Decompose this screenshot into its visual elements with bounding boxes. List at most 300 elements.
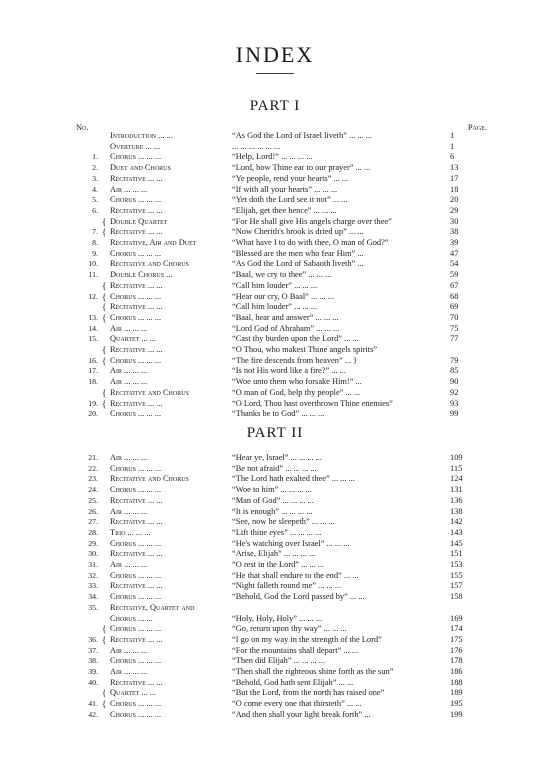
entry-number: 26.: [88, 506, 98, 516]
entry-type: Recitative ... ...: [110, 495, 163, 505]
entry-brace: [102, 560, 110, 571]
entry-type: Chorus ... ... ...: [110, 248, 162, 258]
entry-text: “Elijah, get thee hence” ... ... ...: [232, 205, 337, 215]
part-two-heading: PART II: [246, 425, 304, 441]
entry-text: “O come every one that thirsteth” ... ...: [232, 699, 362, 709]
index-row: [76, 646, 488, 657]
entry-page: 90: [450, 377, 459, 387]
entry-page: 195: [450, 699, 463, 709]
entry-type: Introduction ... ...: [110, 131, 173, 140]
entry-number: 1.: [92, 152, 98, 162]
entry-brace: [102, 324, 110, 335]
entry-brace: [102, 485, 110, 496]
entry-text: “Help, Lord!” ... ... ... ...: [232, 152, 313, 162]
entry-page: 47: [450, 248, 459, 258]
entry-number: 21.: [88, 453, 98, 462]
entry-type: Recitative ... ...: [110, 581, 163, 591]
entry-number: 18.: [88, 377, 98, 387]
entry-page: 155: [450, 570, 463, 580]
entry-number: [76, 302, 102, 313]
index-row: [76, 152, 488, 163]
entry-page: 124: [450, 474, 463, 484]
index-row: [76, 560, 488, 571]
entry-brace: {: [102, 398, 107, 409]
entry-page: 99: [450, 409, 459, 419]
column-header-number: No.: [76, 122, 89, 132]
entry-page: 59: [450, 270, 459, 280]
entry-number: 9.: [92, 248, 98, 258]
entry-type: Air ... ... ...: [110, 453, 148, 462]
entry-page: 174: [450, 624, 463, 634]
entry-type: Recitative ... ...: [110, 398, 163, 408]
entry-text: “But the Lord, from the north has raised one”: [232, 688, 385, 698]
entry-type: Chorus ... ... ...: [110, 656, 162, 666]
entry-number: 15.: [88, 334, 98, 344]
entry-text: “Baal, hear and answer” ... ... ...: [232, 312, 339, 322]
entry-brace: [102, 334, 110, 345]
entry-brace: [102, 614, 110, 625]
index-row: [76, 453, 488, 464]
entry-number: 34.: [88, 592, 98, 602]
entry-page: 199: [450, 709, 463, 719]
index-row: [76, 302, 488, 313]
entry-type: Recitative, Quartet and: [110, 602, 195, 612]
entry-type: Chorus ... ... ...: [110, 409, 162, 419]
index-row: [76, 270, 488, 281]
entry-type: Recitative ... ...: [110, 345, 163, 355]
entry-brace: [102, 238, 110, 249]
index-row: [76, 496, 488, 507]
index-row: [76, 678, 488, 689]
entry-text: “Woe unto them who forsake Him!” ...: [232, 377, 362, 387]
entry-text: “O man of God, help thy people” ... ...: [232, 387, 361, 397]
entry-page: 142: [450, 517, 463, 527]
entry-page: 189: [450, 688, 463, 698]
index-row: [76, 464, 488, 475]
entry-text: “And then shall your light break forth” ...: [232, 709, 371, 719]
entry-text: “Cast thy burden upon the Lord” ... ...: [232, 334, 359, 344]
entry-brace: [102, 603, 110, 614]
entry-type: Recitative ... ...: [110, 280, 163, 290]
entry-text: “O Thou, who makest Thine angels spirits”: [232, 345, 378, 355]
entry-page: 176: [450, 645, 463, 655]
entry-number: 12.: [88, 291, 98, 301]
entry-text: “Hear ye, Israel” ... ... ... ...: [232, 453, 322, 462]
index-row: [76, 313, 488, 324]
entry-number: [76, 388, 102, 399]
index-row: [76, 571, 488, 582]
entry-brace: [102, 464, 110, 475]
index-row: [76, 388, 488, 399]
entry-text: “Lift thine eyes” ... ... ... ...: [232, 527, 322, 537]
entry-number: 30.: [88, 549, 98, 559]
entry-brace: [102, 131, 110, 142]
entry-brace: [102, 528, 110, 539]
entry-number: 22.: [88, 463, 98, 473]
index-row: [76, 485, 488, 496]
entry-number: 36.: [88, 634, 98, 644]
entry-number: [76, 217, 102, 228]
entry-type: Chorus ... ... ...: [110, 152, 162, 162]
entry-brace: {: [102, 280, 107, 291]
entry-text: “For the mountains shall depart” ... ...: [232, 645, 359, 655]
entry-number: 8.: [92, 238, 98, 248]
entry-text: “He that shall endure to the end” ... ...: [232, 570, 359, 580]
entry-brace: [102, 646, 110, 657]
entry-type: Chorus ... ... ...: [110, 195, 162, 205]
entry-brace: [102, 496, 110, 507]
entry-page: 136: [450, 495, 463, 505]
entry-brace: {: [102, 227, 107, 238]
entry-type: Air ... ... ...: [110, 560, 148, 570]
entry-text: “It is enough” ... ... ... ...: [232, 506, 313, 516]
entry-page: 6: [450, 152, 455, 162]
index-row: [76, 377, 488, 388]
entry-type: Recitative ... ...: [110, 517, 163, 527]
index-row: [76, 635, 488, 646]
index-row: [76, 334, 488, 345]
index-row: [76, 507, 488, 518]
entry-brace: [102, 206, 110, 217]
index-row: [76, 185, 488, 196]
entry-brace: {: [102, 216, 107, 227]
entry-number: [76, 688, 102, 699]
entry-page: 17: [450, 173, 459, 183]
entry-brace: {: [102, 688, 107, 699]
index-row: [76, 667, 488, 678]
entry-text: “Arise, Elijah” ... ... ... ...: [232, 549, 316, 559]
entry-page: 54: [450, 259, 459, 269]
entry-brace: {: [102, 302, 107, 313]
entry-brace: [102, 517, 110, 528]
entry-number: 6.: [92, 205, 98, 215]
entry-text: “What have I to do with thee, O man of God?”: [232, 238, 389, 248]
entry-type: Air ... ... ...: [110, 366, 148, 376]
entry-type: Recitative ... ...: [110, 634, 163, 644]
entry-text: “Ye people, rend your hearts” ... ...: [232, 173, 349, 183]
entry-type: Air ... ... ...: [110, 323, 148, 333]
entry-number: 11.: [88, 270, 98, 280]
entry-text: “Thanks be to God” ... ... ...: [232, 409, 325, 419]
index-row: [76, 142, 488, 153]
entry-type: Chorus ... ... ...: [110, 592, 162, 602]
entry-type: Recitative ... ...: [110, 227, 163, 237]
entry-type: Recitative and Chorus: [110, 387, 189, 397]
entry-number: 5.: [92, 195, 98, 205]
entry-type: Chorus ... ... ...: [110, 709, 162, 719]
entry-number: 17.: [88, 366, 98, 376]
entry-page: 145: [450, 538, 463, 548]
entry-number: 42.: [88, 709, 98, 719]
entry-brace: {: [102, 699, 107, 710]
entry-brace: [102, 549, 110, 560]
entry-number: [76, 142, 102, 153]
entry-text: “Man of God” ... ... ... ...: [232, 495, 314, 505]
index-row: [76, 227, 488, 238]
entry-type: Air ... ... ...: [110, 667, 148, 677]
entry-number: 19.: [88, 398, 98, 408]
entry-number: 29.: [88, 538, 98, 548]
entry-type: Chorus ... ... ...: [110, 485, 162, 495]
entry-brace: {: [102, 355, 107, 366]
column-header-page: Page.: [467, 122, 487, 132]
entry-type: Duet and Chorus: [110, 163, 171, 173]
entry-brace: [102, 270, 110, 281]
entry-type: Air ... ... ...: [110, 506, 148, 516]
entry-text: “As God the Lord of Israel liveth” ... ... ...: [232, 131, 373, 140]
entry-page: 93: [450, 398, 459, 408]
entry-number: 3.: [92, 173, 98, 183]
entry-page: 68: [450, 291, 459, 301]
index-row: [76, 131, 488, 142]
part-two-table: [76, 453, 488, 721]
entry-number: 14.: [88, 323, 98, 333]
index-title: INDEX: [235, 42, 315, 67]
entry-brace: {: [102, 312, 107, 323]
entry-brace: [102, 571, 110, 582]
index-row: [76, 206, 488, 217]
index-row: [76, 699, 488, 710]
entry-page: [450, 603, 488, 614]
entry-number: 32.: [88, 570, 98, 580]
entry-number: [76, 281, 102, 292]
entry-text: “Woe to him” ... ... ... ...: [232, 485, 312, 495]
index-row: [76, 163, 488, 174]
entry-brace: [102, 163, 110, 174]
entry-brace: [102, 174, 110, 185]
entry-text: “Call him louder” ... ... ...: [232, 280, 318, 290]
entry-type: Recitative ... ...: [110, 549, 163, 559]
entry-page: [450, 345, 488, 356]
entry-type: Double Quartet: [110, 216, 168, 226]
entry-type: Quartet ... ...: [110, 688, 157, 698]
entry-number: [76, 614, 102, 625]
entry-page: 1: [450, 131, 455, 140]
index-row: [76, 409, 488, 420]
index-row: [76, 549, 488, 560]
entry-brace: [102, 507, 110, 518]
entry-text: “Then did Elijah” ... ... ... ...: [232, 656, 326, 666]
index-row: [76, 324, 488, 335]
index-row: [76, 281, 488, 292]
index-row: [76, 356, 488, 367]
entry-text: ... ... ... ... ... ...: [232, 141, 281, 151]
entry-brace: {: [102, 345, 107, 356]
index-row: [76, 292, 488, 303]
entry-brace: {: [102, 624, 107, 635]
entry-number: 33.: [88, 581, 98, 591]
entry-page: 1: [450, 141, 455, 151]
entry-text: “O rest in the Lord” ... ... ...: [232, 560, 325, 570]
entry-number: 10.: [88, 259, 98, 269]
index-row: [76, 345, 488, 356]
index-row: [76, 174, 488, 185]
index-row: [76, 399, 488, 410]
entry-brace: [102, 409, 110, 420]
entry-text: [232, 603, 450, 614]
entry-text: “See, now he sleepeth” ... ... ...: [232, 517, 335, 527]
entry-brace: [102, 592, 110, 603]
index-row: [76, 624, 488, 635]
entry-text: “Behold, God hath sent Elijah” ... ...: [232, 677, 354, 687]
entry-type: Chorus ... ...: [110, 613, 153, 623]
entry-number: 16.: [88, 355, 98, 365]
entry-number: 2.: [92, 163, 98, 173]
entry-text: “Night falleth round me” ... ... ...: [232, 581, 342, 591]
entry-brace: [102, 377, 110, 388]
entry-page: 39: [450, 238, 459, 248]
entry-brace: {: [102, 634, 107, 645]
index-row: [76, 688, 488, 699]
entry-text: “Call him louder” ... ... ...: [232, 302, 318, 312]
entry-number: [76, 131, 102, 142]
entry-type: Air ... ... ...: [110, 645, 148, 655]
entry-number: 39.: [88, 667, 98, 677]
entry-type: Chorus ... ... ...: [110, 312, 162, 322]
entry-type: Recitative, Air and Duet: [110, 238, 197, 248]
entry-brace: {: [102, 291, 107, 302]
entry-type: Chorus ... ... ...: [110, 570, 162, 580]
entry-page: 143: [450, 527, 463, 537]
entry-brace: [102, 195, 110, 206]
entry-text: “He's watching over Israel” ... ... ...: [232, 538, 350, 548]
entry-text: “I go on my way in the strength of the Lord”: [232, 634, 382, 644]
index-row: [76, 366, 488, 377]
entry-number: [76, 624, 102, 635]
entry-type: Recitative ... ...: [110, 173, 163, 183]
entry-brace: [102, 678, 110, 689]
index-row: [76, 528, 488, 539]
entry-brace: [102, 581, 110, 592]
entry-page: 186: [450, 667, 463, 677]
entry-page: 38: [450, 227, 459, 237]
entry-page: 109: [450, 453, 463, 462]
entry-number: 35.: [88, 602, 98, 612]
entry-brace: [102, 366, 110, 377]
entry-page: 169: [450, 613, 463, 623]
entry-text: “The fire descends from heaven” ... }: [232, 355, 358, 365]
index-row: [76, 539, 488, 550]
entry-number: 7.: [92, 227, 98, 237]
entry-page: 79: [450, 355, 459, 365]
entry-text: “Yet doth the Lord see it not” ... ...: [232, 195, 348, 205]
index-row: [76, 592, 488, 603]
entry-text: “Go, return upon thy way” ... ... ...: [232, 624, 347, 634]
entry-type: Recitative and Chorus: [110, 474, 189, 484]
entry-page: 29: [450, 205, 459, 215]
entry-number: 38.: [88, 656, 98, 666]
entry-number: 37.: [88, 645, 98, 655]
index-row: [76, 614, 488, 625]
entry-page: 69: [450, 302, 459, 312]
index-row: [76, 259, 488, 270]
entry-text: “O Lord, Thou hast overthrown Thine enemies”: [232, 398, 393, 408]
entry-type: Quartet ... ...: [110, 334, 157, 344]
title-rule: [256, 73, 294, 74]
entry-type: Chorus ... ... ...: [110, 463, 162, 473]
index-row: [76, 217, 488, 228]
entry-text: “As God the Lord of Sabaoth liveth” ...: [232, 259, 364, 269]
entry-type: Overture ... ...: [110, 141, 161, 151]
entry-page: 158: [450, 592, 463, 602]
entry-number: 28.: [88, 527, 98, 537]
entry-text: “Blessed are the men who fear Him” ...: [232, 248, 364, 258]
index-row: [76, 603, 488, 614]
entry-text: “Is not His word like a fire?” ... ...: [232, 366, 346, 376]
entry-number: 23.: [88, 474, 98, 484]
entry-type: Chorus ... ... ...: [110, 699, 162, 709]
entry-type: Chorus ... ... ...: [110, 538, 162, 548]
entry-number: [76, 345, 102, 356]
entry-brace: [102, 259, 110, 270]
index-row: [76, 249, 488, 260]
entry-number: 13.: [88, 312, 98, 322]
entry-type: Double Chorus ...: [110, 270, 173, 280]
part-one-heading: PART I: [249, 98, 301, 114]
entry-number: 24.: [88, 485, 98, 495]
entry-page: 18: [450, 184, 459, 194]
entry-page: 20: [450, 195, 459, 205]
entry-text: “Baal, we cry to thee” ... ... ...: [232, 270, 332, 280]
entry-text: “Then shall the righteous shine forth as the sun”: [232, 667, 394, 677]
entry-page: 151: [450, 549, 463, 559]
entry-page: 175: [450, 634, 463, 644]
entry-page: 188: [450, 677, 463, 687]
entry-text: “If with all your hearts” ... ... ...: [232, 184, 338, 194]
entry-number: 4.: [92, 184, 98, 194]
entry-type: Recitative and Chorus: [110, 259, 189, 269]
index-row: [76, 656, 488, 667]
entry-text: “Behold, God the Lord passed by” ... ...: [232, 592, 365, 602]
entry-page: 131: [450, 485, 463, 495]
entry-number: 31.: [88, 560, 98, 570]
entry-brace: [102, 152, 110, 163]
entry-type: Air ... ... ...: [110, 377, 148, 387]
part-one-table: [76, 131, 488, 420]
entry-page: 75: [450, 323, 459, 333]
entry-brace: [102, 710, 110, 721]
entry-page: 138: [450, 506, 463, 516]
index-row: [76, 581, 488, 592]
entry-text: “Be not afraid” ... ... ... ...: [232, 463, 317, 473]
entry-text: “Lord God of Abraham” ... ... ...: [232, 323, 340, 333]
index-row: [76, 238, 488, 249]
entry-brace: [102, 453, 110, 464]
entry-page: 77: [450, 334, 459, 344]
entry-text: “Holy, Holy, Holy” ... ... ...: [232, 613, 323, 623]
entry-page: 85: [450, 366, 459, 376]
entry-text: “For He shall give His angels charge over thee”: [232, 216, 392, 226]
entry-brace: [102, 656, 110, 667]
entry-text: “Hear our cry, O Baal” ... ... ...: [232, 291, 335, 301]
entry-page: 115: [450, 463, 463, 473]
entry-page: 92: [450, 387, 459, 397]
entry-brace: [102, 667, 110, 678]
entry-brace: [102, 539, 110, 550]
entry-number: 20.: [88, 409, 98, 419]
entry-text: “Now Cherith's brook is dried up” ... ...: [232, 227, 364, 237]
entry-brace: [102, 185, 110, 196]
entry-page: 153: [450, 560, 463, 570]
entry-type: Air ... ... ...: [110, 184, 148, 194]
index-row: [76, 195, 488, 206]
entry-type: Chorus ... ... ...: [110, 291, 162, 301]
entry-brace: {: [102, 387, 107, 398]
entry-page: 70: [450, 312, 459, 322]
entry-type: Recitative ... ...: [110, 677, 163, 687]
index-row: [76, 517, 488, 528]
entry-type: Recitative ... ...: [110, 205, 163, 215]
